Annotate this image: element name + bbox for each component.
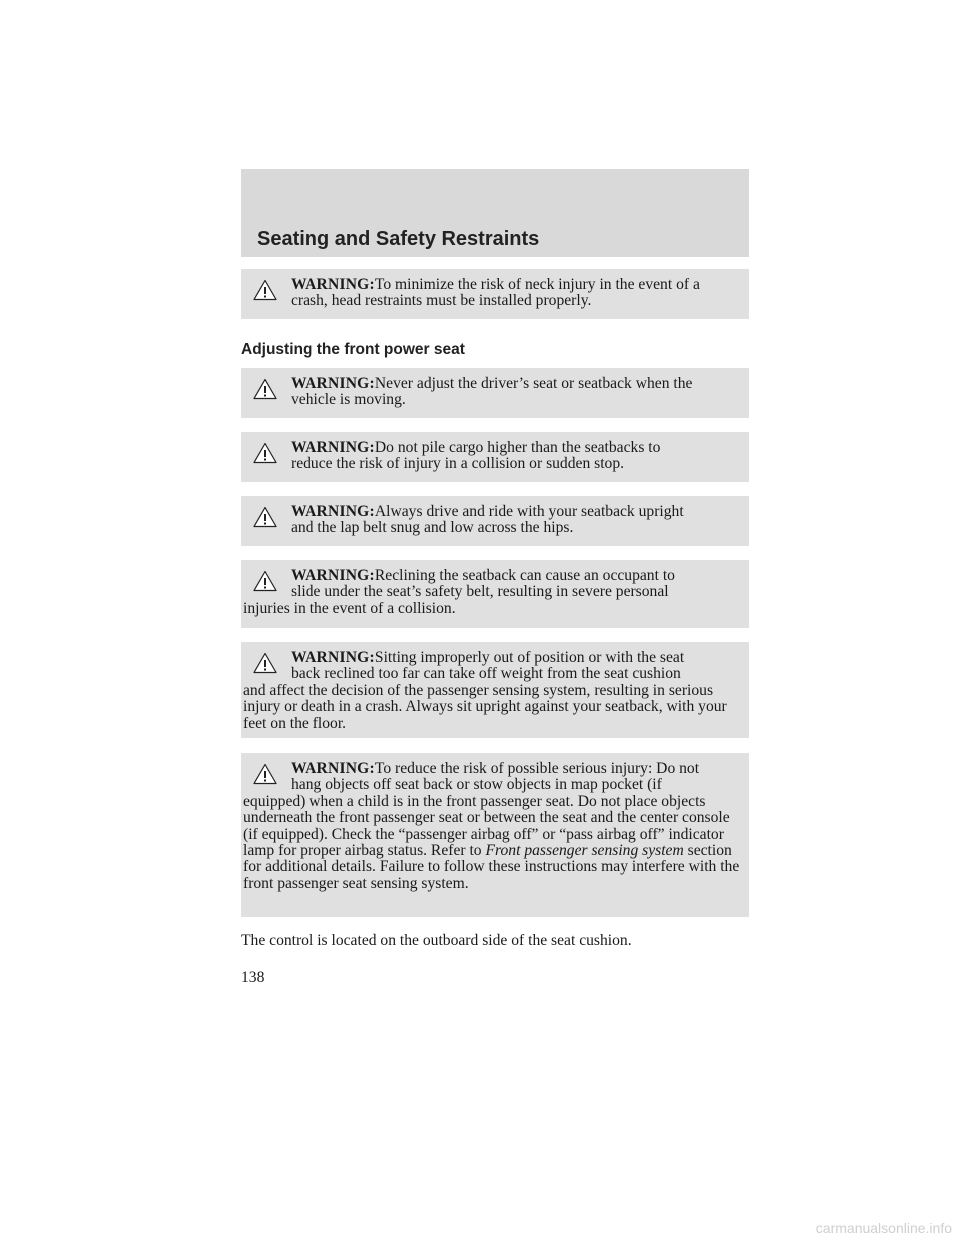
warning-label: WARNING:: [291, 760, 375, 777]
warning-label: WARNING:: [291, 503, 375, 520]
warning-box: [241, 432, 749, 482]
warning-label: WARNING:: [291, 439, 375, 456]
warning-triangle-icon: [253, 570, 277, 592]
warning-box: [241, 368, 749, 418]
warning-text: WARNING:Never adjust the driver’s seat or seatback when the vehicle is moving.: [291, 375, 693, 409]
warning-box: [241, 496, 749, 546]
warning-text: WARNING:Do not pile cargo higher than the seatbacks to reduce the risk of injury in a collision or sudden stop.: [291, 439, 661, 473]
warning-box: [241, 560, 749, 628]
warning-text: WARNING:Always drive and ride with your seatback upright and the lap belt snug and low across the hips.: [291, 503, 684, 537]
warning-triangle-icon: [253, 442, 277, 464]
warning-triangle-icon: [253, 652, 277, 674]
warning-text: WARNING:Sitting improperly out of position or with the seat back reclined too far can take off weight from the seat cushion: [291, 649, 685, 683]
warning-label: WARNING:: [291, 649, 375, 666]
warning-triangle-icon: [253, 279, 277, 301]
section-heading: Adjusting the front power seat: [241, 341, 465, 358]
warning-text-continued: and affect the decision of the passenger sensing system, resulting in serious injury or death in a crash. Always sit upright against your seatback, with your feet on the floor.: [243, 681, 727, 732]
section-header-bar: [241, 169, 749, 257]
warning-text-continued: equipped) when a child is in the front passenger seat. Do not place objects underneath the front passenger seat or between the seat and the center console (if equipped). Check the “passenger airbag off” or “pass airbag off” indicator lamp for proper airbag status. Refer to Front passenger sensing system section for additional details. Failure to follow these instructions may interfere with the front passenger seat sensing system.: [243, 792, 740, 892]
warning-box: [241, 642, 749, 738]
warning-text: WARNING:To minimize the risk of neck injury in the event of a crash, head restraints must be installed properly.: [291, 276, 700, 310]
page-number: 138: [241, 969, 265, 986]
warning-label: WARNING:: [291, 276, 375, 293]
cross-reference: Front passenger sensing system: [485, 842, 684, 860]
section-title: Seating and Safety Restraints: [257, 228, 540, 250]
warning-text: WARNING:To reduce the risk of possible serious injury: Do not hang objects off seat back or stow objects in map pocket (if: [291, 760, 700, 794]
warning-label: WARNING:: [291, 375, 375, 392]
warning-box: [241, 269, 749, 319]
warning-triangle-icon: [253, 506, 277, 528]
footer-watermark: carmanualsonline.info: [815, 1220, 952, 1236]
body-paragraph: The control is located on the outboard side of the seat cushion.: [241, 932, 632, 949]
warning-text: WARNING:Reclining the seatback can cause an occupant to slide under the seat’s safety belt, resulting in severe personal: [291, 567, 675, 601]
warning-label: WARNING:: [291, 567, 375, 584]
warning-text-continued: injuries in the event of a collision.: [243, 599, 456, 617]
warning-triangle-icon: [253, 378, 277, 400]
warning-box: [241, 753, 749, 917]
warning-triangle-icon: [253, 763, 277, 785]
